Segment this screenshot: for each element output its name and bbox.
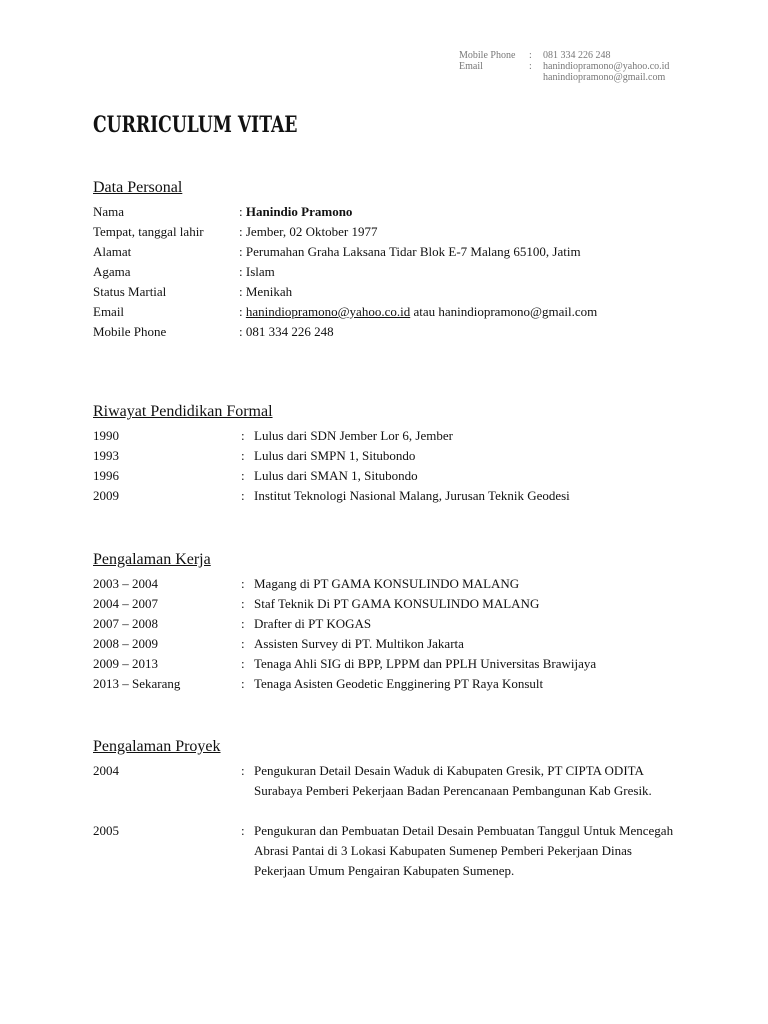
work-period: 2004 – 2007 <box>93 596 158 611</box>
work-row <box>93 654 693 674</box>
work-period: 2013 – Sekarang <box>93 676 181 691</box>
header-email-label: Email <box>459 61 483 72</box>
header-contact <box>459 50 669 83</box>
project-sep: : <box>241 763 245 778</box>
personal-sep: : <box>239 324 243 339</box>
education-value: Lulus dari SMAN 1, Situbondo <box>254 468 418 483</box>
education-row <box>93 446 693 466</box>
header-email-value-1: hanindiopramono@yahoo.co.id <box>543 61 670 72</box>
personal-row <box>93 302 693 322</box>
personal-value: Islam <box>245 264 275 279</box>
personal-section <box>93 178 693 342</box>
header-email-row-2 <box>459 72 669 83</box>
personal-sep: : <box>239 204 243 219</box>
project-row <box>93 821 693 881</box>
work-period: 2003 – 2004 <box>93 576 158 591</box>
education-value: Lulus dari SDN Jember Lor 6, Jember <box>254 428 453 443</box>
personal-key: Nama <box>93 204 125 219</box>
header-email-sep: : <box>529 61 532 72</box>
header-mobile-row <box>459 50 669 61</box>
work-period: 2008 – 2009 <box>93 636 158 651</box>
education-value: Lulus dari SMPN 1, Situbondo <box>254 448 416 463</box>
personal-key: Email <box>93 304 125 319</box>
personal-key: Mobile Phone <box>93 324 167 339</box>
personal-row <box>93 222 693 242</box>
email-suffix: atau hanindiopramono@gmail.com <box>410 304 598 319</box>
education-value: Institut Teknologi Nasional Malang, Jurusan Teknik Geodesi <box>254 488 570 503</box>
header-mobile-sep: : <box>529 50 532 61</box>
work-period: 2007 – 2008 <box>93 616 158 631</box>
work-sep: : <box>241 676 245 691</box>
education-year: 2009 <box>93 488 119 503</box>
personal-row <box>93 282 693 302</box>
personal-value: Jember, 02 Oktober 1977 <box>245 224 378 239</box>
header-mobile-value: 081 334 226 248 <box>543 50 611 61</box>
personal-sep: : <box>239 264 243 279</box>
education-row <box>93 486 693 506</box>
work-value: Drafter di PT KOGAS <box>254 616 372 631</box>
personal-value: 081 334 226 248 <box>245 324 334 339</box>
education-year: 1990 <box>93 428 119 443</box>
personal-sep: : <box>239 224 243 239</box>
personal-row <box>93 262 693 282</box>
header-email-value-2: hanindiopramono@gmail.com <box>543 72 666 83</box>
work-sep: : <box>241 596 245 611</box>
work-row <box>93 634 693 654</box>
personal-value: Menikah <box>245 284 293 299</box>
work-value: Tenaga Ahli SIG di BPP, LPPM dan PPLH Universitas Brawijaya <box>254 656 597 671</box>
project-row <box>93 761 693 801</box>
projects-section <box>93 737 693 881</box>
personal-key: Alamat <box>93 244 132 259</box>
personal-key: Tempat, tanggal lahir <box>93 224 204 239</box>
project-description: Pengukuran Detail Desain Waduk di Kabupaten Gresik, PT CIPTA ODITA Surabaya Pemberi Pekerjaan Badan Perencanaan Pembangunan Kab Gresik. <box>254 763 652 798</box>
projects-heading: Pengalaman Proyek <box>93 738 221 755</box>
work-heading: Pengalaman Kerja <box>93 551 211 568</box>
header-mobile-label: Mobile Phone <box>459 50 516 61</box>
work-value: Magang di PT GAMA KONSULINDO MALANG <box>254 576 520 591</box>
personal-value: Perumahan Graha Laksana Tidar Blok E-7 Malang 65100, Jatim <box>245 244 581 259</box>
work-value: Assisten Survey di PT. Multikon Jakarta <box>254 636 464 651</box>
work-sep: : <box>241 636 245 651</box>
email-link[interactable]: hanindiopramono@yahoo.co.id <box>245 304 411 319</box>
education-row <box>93 426 693 446</box>
project-spacer <box>93 801 693 821</box>
personal-name-value: Hanindio Pramono <box>245 204 353 219</box>
work-row <box>93 674 693 694</box>
header-email-row <box>459 61 669 72</box>
education-heading: Riwayat Pendidikan Formal <box>93 403 273 420</box>
personal-sep: : <box>239 304 243 319</box>
personal-sep: : <box>239 284 243 299</box>
personal-row <box>93 322 693 342</box>
personal-key: Agama <box>93 264 131 279</box>
personal-heading: Data Personal <box>93 179 183 196</box>
page-title: CURRICULUM VITAE <box>93 112 298 138</box>
work-section <box>93 550 693 694</box>
education-row <box>93 466 693 486</box>
education-year: 1996 <box>93 468 119 483</box>
work-sep: : <box>241 576 245 591</box>
project-description: Pengukuran dan Pembuatan Detail Desain Pembuatan Tanggul Untuk Mencegah Abrasi Pantai di 3 Lokasi Kabupaten Sumenep Pemberi Pekerjaan Dinas Pekerjaan Umum Pengairan Kabupaten Sumenep. <box>254 823 674 878</box>
personal-key: Status Martial <box>93 284 167 299</box>
work-value: Staf Teknik Di PT GAMA KONSULINDO MALANG <box>254 596 540 611</box>
work-period: 2009 – 2013 <box>93 656 158 671</box>
personal-row <box>93 202 693 222</box>
work-row <box>93 594 693 614</box>
personal-row <box>93 242 693 262</box>
personal-sep: : <box>239 244 243 259</box>
education-sep: : <box>241 428 245 443</box>
education-sep: : <box>241 448 245 463</box>
education-year: 1993 <box>93 448 119 463</box>
work-row <box>93 574 693 594</box>
project-year: 2004 <box>93 763 119 778</box>
project-year: 2005 <box>93 823 119 838</box>
work-row <box>93 614 693 634</box>
education-section <box>93 402 693 506</box>
work-sep: : <box>241 616 245 631</box>
project-sep: : <box>241 823 245 838</box>
work-value: Tenaga Asisten Geodetic Engginering PT Raya Konsult <box>254 676 544 691</box>
education-sep: : <box>241 488 245 503</box>
work-sep: : <box>241 656 245 671</box>
education-sep: : <box>241 468 245 483</box>
